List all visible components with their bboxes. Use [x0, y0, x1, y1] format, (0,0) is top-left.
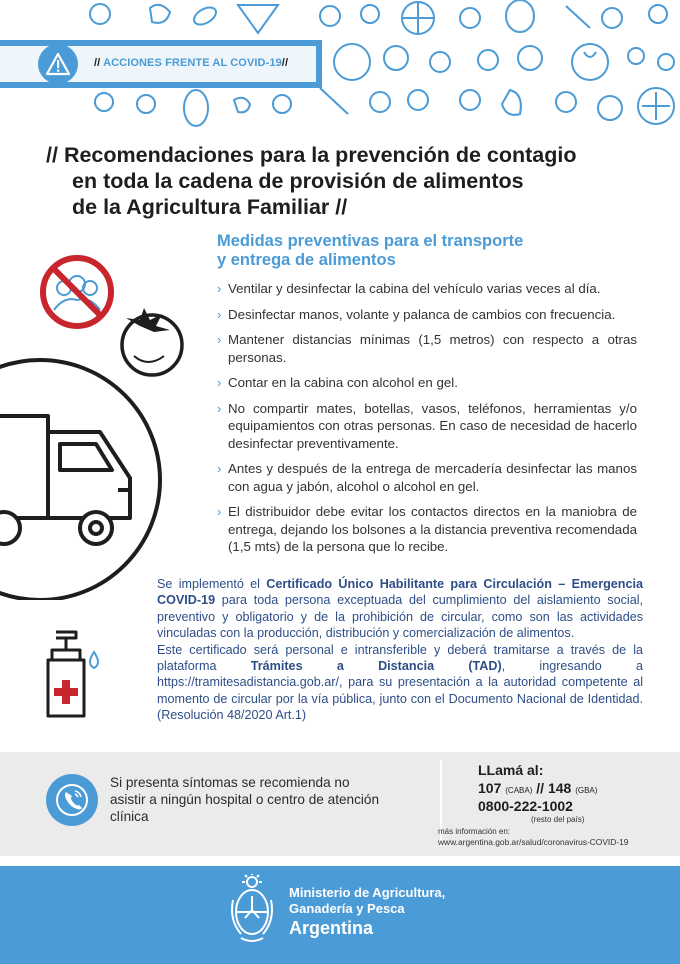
header-tag-text: ACCIONES FRENTE AL COVID-19: [103, 57, 282, 69]
chevron-right-icon: ›: [217, 281, 222, 296]
certificate-name: Certificado Único Habilitante para Circulación – Emergencia COVID-19: [157, 577, 643, 608]
phone-area-gba: (GBA): [575, 786, 598, 795]
header-tag: [94, 57, 288, 69]
measure-text: El distribuidor debe evitar los contactos directos en la maniobra de entrega, dejando los bolsones a la distancia preventiva recomendada (1,5 mts) de la persona que lo recibe.: [228, 504, 637, 554]
chevron-right-icon: ›: [217, 504, 222, 519]
certificate-rest: para toda persona exceptuada del cumplimiento del aislamiento social, preventivo y obligatorio y de la prohibición de circular, como son las actividades vinculadas con la producción, distribución y comercialización de alimentos.: [157, 593, 643, 641]
call-label: LLamá al:: [478, 762, 544, 778]
measure-text: No compartir mates, botellas, vasos, teléfonos, herramientas y/o equipamientos con otras personas. En caso de necesidad de hacerlo desinfectar preventivamente.: [228, 400, 637, 451]
phone-number-107[interactable]: 107: [478, 780, 502, 796]
measure-text: Contar en la cabina con alcohol en gel.: [228, 375, 458, 390]
subtitle-line-2: y entrega de alimentos: [217, 251, 396, 269]
measure-text: Desinfectar manos, volante y palanca de cambios con frecuencia.: [228, 306, 616, 322]
title-line-1: Recomendaciones para la prevención de contagio: [63, 143, 577, 167]
title-line-3: de la Agricultura Familiar: [72, 195, 330, 219]
measure-text: Mantener distancias mínimas (1,5 metros) con respecto a otras personas.: [228, 332, 637, 365]
header-tag-prefix: //: [94, 57, 101, 69]
argentina-coat-of-arms-icon: [229, 874, 275, 946]
list-item: [217, 331, 637, 366]
header-tag-suffix: //: [281, 57, 289, 69]
phone-separator: //: [536, 780, 545, 796]
truck-illustration: [0, 240, 215, 600]
phone-area-caba: (CABA): [505, 786, 533, 795]
certificate-info: [157, 576, 643, 724]
list-item: [217, 460, 637, 495]
chevron-right-icon: ›: [217, 461, 222, 476]
measure-text: Ventilar y desinfectar la cabina del vehículo varias veces al día.: [228, 281, 601, 296]
certificate-paragraph-2: [157, 642, 643, 724]
phone-area-rest: (resto del país): [531, 815, 585, 824]
no-gathering-icon: [43, 258, 111, 326]
ministry-name-line-2: Ganadería y Pesca: [289, 901, 405, 916]
chevron-right-icon: ›: [217, 375, 222, 390]
measures-list: [217, 280, 637, 564]
measure-text: Antes y después de la entrega de mercadería desinfectar las manos con agua y jabón, alcohol o alcohol en gel.: [228, 461, 637, 494]
section-subtitle: [217, 232, 637, 270]
phone-icon: [46, 774, 98, 826]
subtitle-line-1: Medidas preventivas para el transporte: [217, 232, 524, 250]
certificate-paragraph-1: [157, 576, 643, 642]
phone-number-0800[interactable]: 0800-222-1002: [478, 798, 573, 814]
phone-number-148[interactable]: 148: [547, 780, 572, 796]
chevron-right-icon: ›: [217, 306, 222, 322]
warning-triangle-icon: [38, 44, 78, 84]
title-mark-open: //: [46, 143, 58, 167]
list-item: [217, 280, 637, 298]
more-info-link[interactable]: www.argentina.gob.ar/salud/coronavirus-COVID-19: [438, 837, 629, 847]
tomato-icon: [122, 308, 182, 375]
country-name: Argentina: [289, 918, 374, 938]
hand-sanitizer-icon: [36, 628, 106, 720]
ministry-name-line-1: Ministerio de Agricultura,: [289, 885, 446, 900]
emergency-numbers: [478, 780, 597, 796]
certificate-intro: Se implementó el: [157, 577, 267, 591]
chevron-right-icon: ›: [217, 400, 222, 416]
tad-platform-name: Trámites a Distancia (TAD): [250, 659, 502, 674]
certificate-p2-a: Este certificado será personal e intransferible y deberá tramitarse a través de la plataforma: [157, 642, 643, 674]
list-item: [217, 374, 637, 392]
certificate-p2-b: , ingresando a https://tramitesadistancia.gob.ar/, para su presentación a la autoridad competente al momento de circular por la vía pública, junto con el Documento Nacional de Identidad. (Resolución 48/2020 Art.1): [157, 659, 644, 723]
page-title: [46, 142, 656, 220]
list-item: [217, 400, 637, 453]
list-item: [217, 306, 637, 324]
title-line-2: en toda la cadena de provisión de alimentos: [72, 169, 524, 193]
list-item: [217, 503, 637, 556]
title-mark-close: //: [335, 195, 348, 219]
more-info-label: más información en:: [438, 827, 511, 836]
chevron-right-icon: ›: [217, 332, 222, 347]
symptoms-notice: Si presenta síntomas se recomienda no asistir a ningún hospital o centro de atención clínica: [110, 775, 380, 824]
